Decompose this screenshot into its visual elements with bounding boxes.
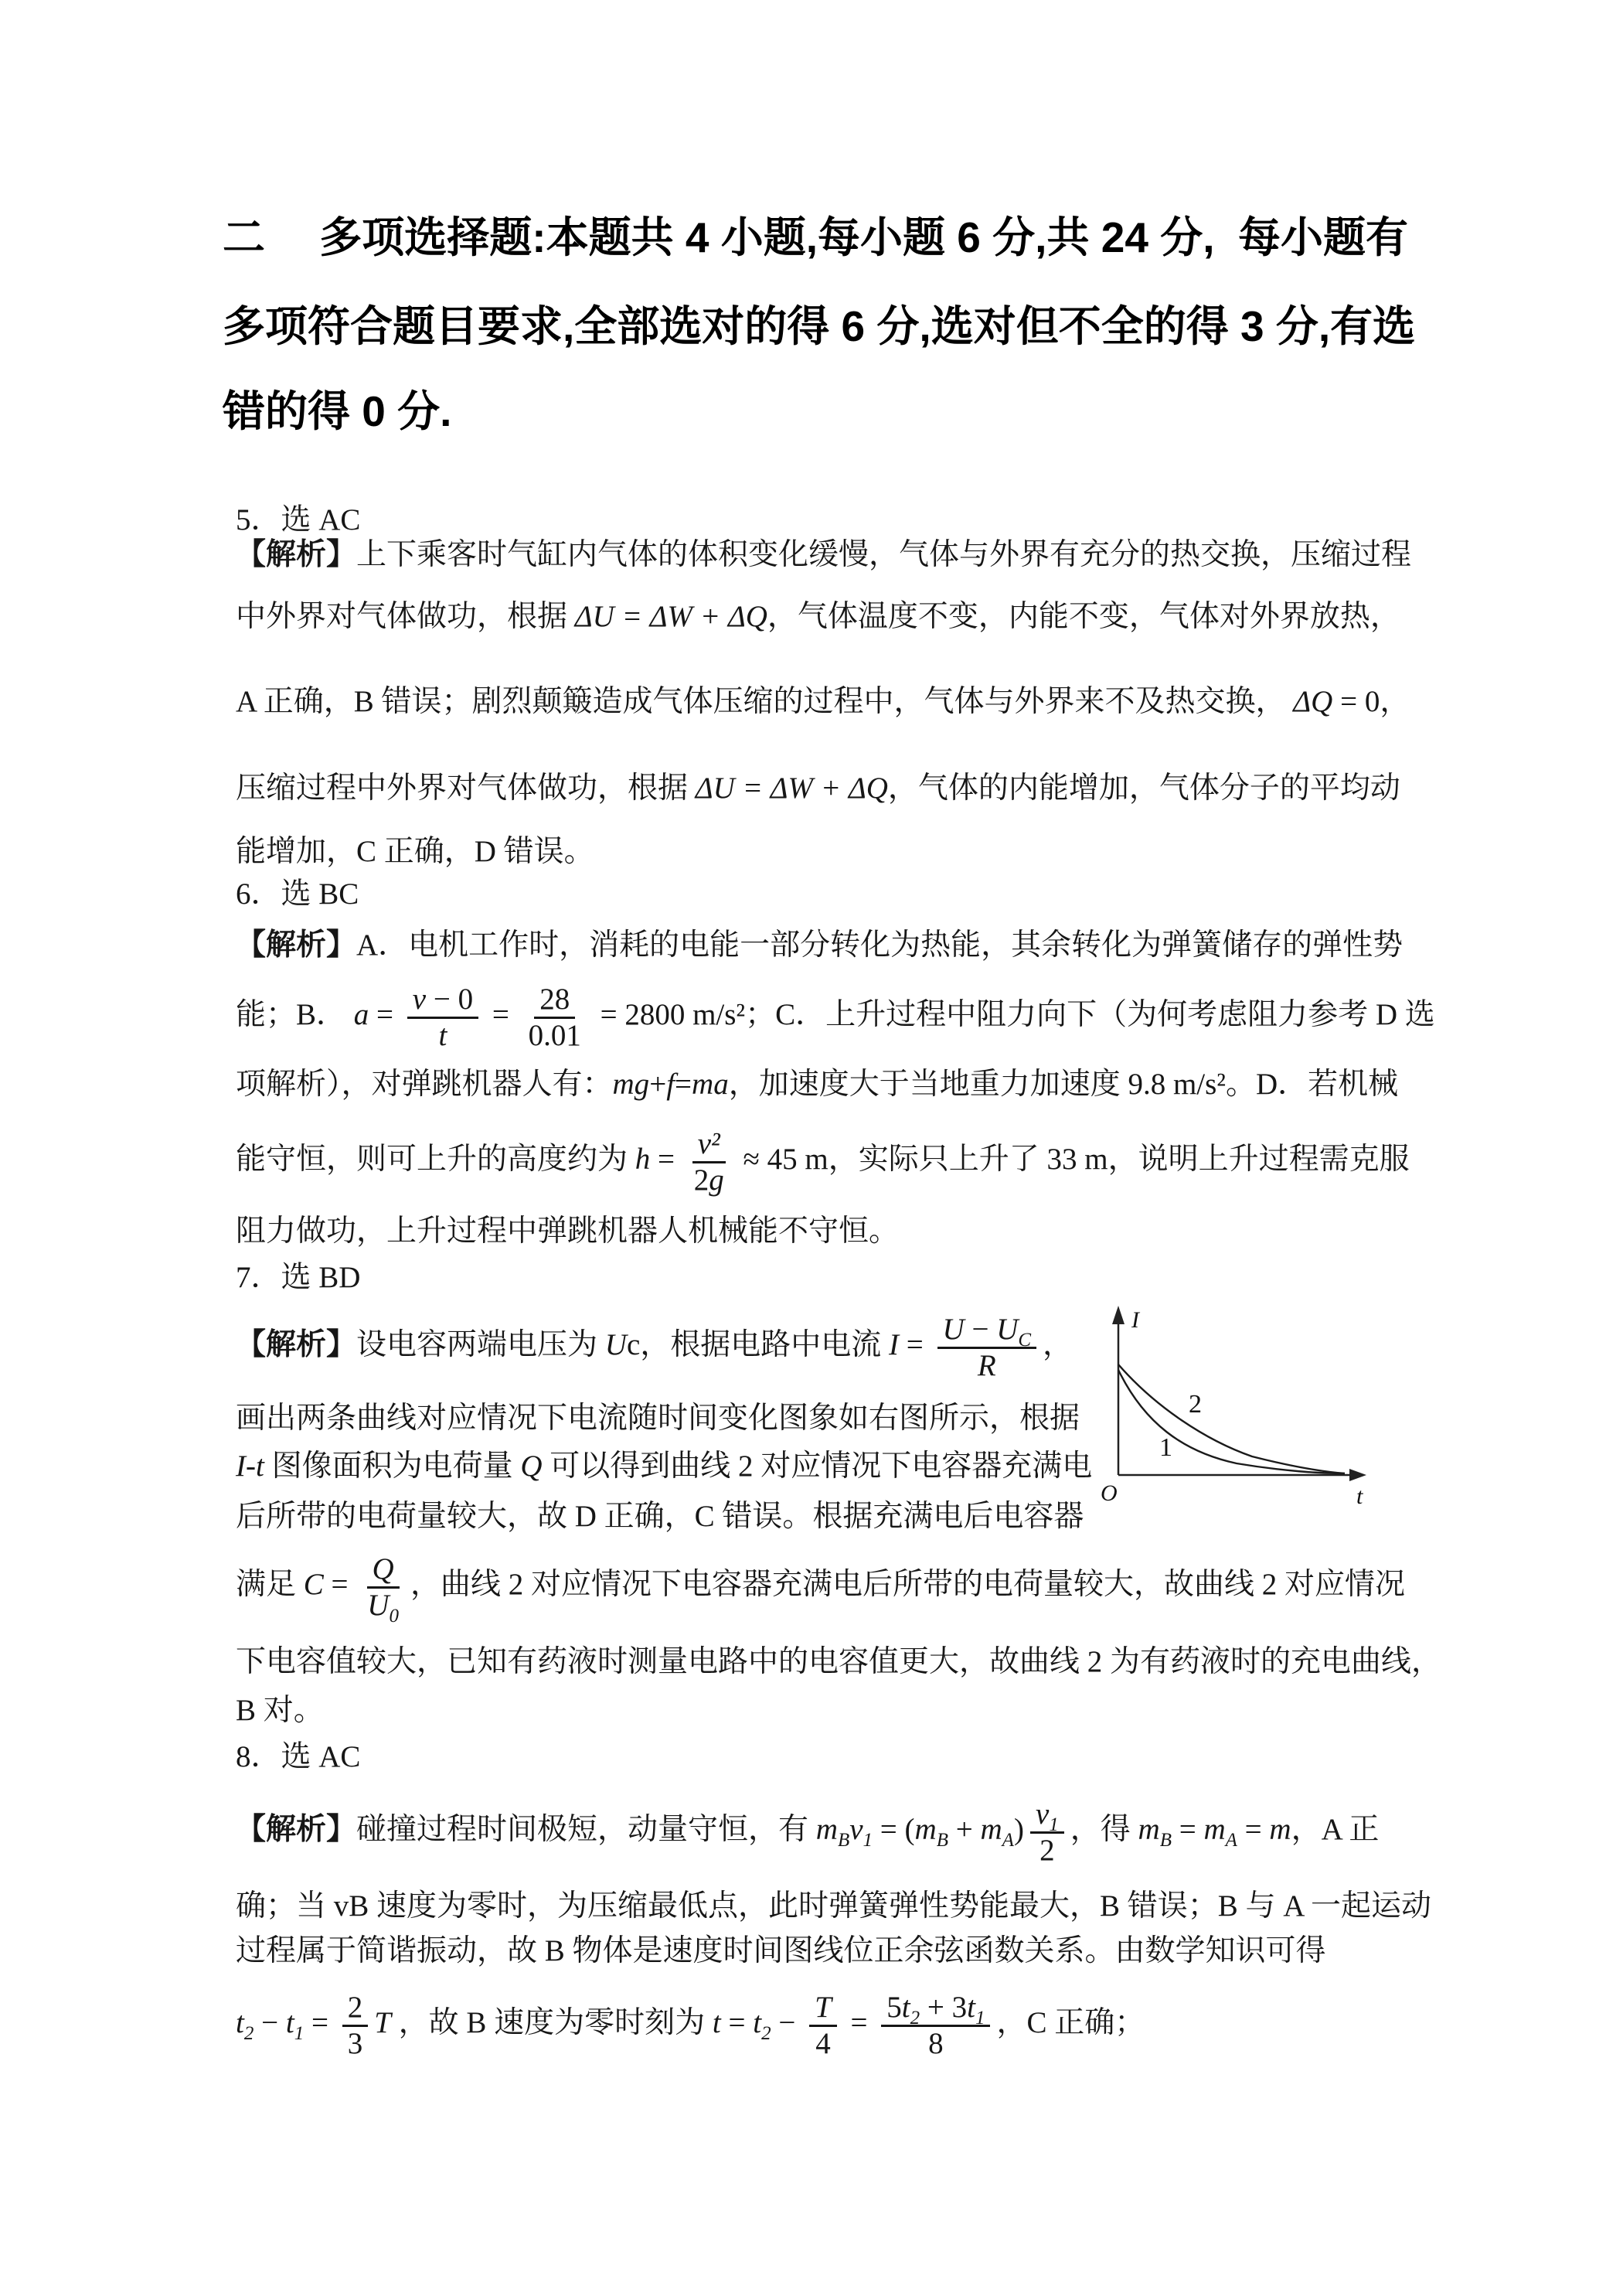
q8-answer: 8．选 AC	[236, 1740, 361, 1773]
q7-analysis-line-1: 【解析】设电容两端电压为 Uc，根据电路中电流 I = $\frac{U - U_C}{R}$ ，	[236, 1312, 1073, 1382]
y-axis-arrow-icon	[1112, 1306, 1125, 1324]
q5-analysis-line-5: 能增加，C 正确，D 错误。	[236, 835, 594, 868]
q7-analysis-line-3: I-t 图像面积为电荷量 Q 可以得到曲线 2 对应情况下电容器充满电	[236, 1449, 1093, 1483]
q8-analysis-line-4: $t_2 - t_1$ = $\frac{2}{3}$ T ，故 B 速度为零时刻为 $t = t_2$ − $\frac{T}{4}$ = $\frac{5t_2 + 3t_1}{8}$ ，C 正确；	[236, 1990, 1145, 2060]
q7-analysis-line-2: 画出两条曲线对应情况下电流随时间变化图象如右图所示，根据	[236, 1402, 1080, 1435]
q6-analysis-line-1: 【解析】A．电机工作时，消耗的电能一部分转化为热能，其余转化为弹簧储存的弹性势	[236, 928, 1404, 962]
x-axis-label: t	[1356, 1484, 1363, 1509]
q6-analysis-line-5: 阻力做功，上升过程中弹跳机器人机械能不守恒。	[236, 1214, 900, 1248]
x-axis-arrow-icon	[1349, 1469, 1366, 1481]
origin-label: O	[1101, 1480, 1118, 1506]
curve-1-label: 1	[1159, 1433, 1172, 1462]
q7-analysis-line-7: B 对。	[236, 1694, 324, 1727]
q5-analysis-line-3: A 正确，B 错误；剧烈颠簸造成气体压缩的过程中，气体与外界来不及热交换， ΔQ = 0，	[236, 685, 1410, 718]
section-header-line-1: 二 多项选择题:本题共 4 小题,每小题 6 分,共 24 分, 每小题有	[223, 213, 1409, 261]
q7-answer: 7．选 BD	[236, 1261, 361, 1294]
q8-analysis-line-1: 【解析】碰撞过程时间极短，动量守恒，有 $m_Bv_1 = (m_B + m_A)$ $\frac{v_1}{2}$ ，得 $m_B = m_A = m$，A 正	[236, 1797, 1380, 1867]
q8-analysis-line-2: 确；当 vB 速度为零时，为压缩最低点，此时弹簧弹性势能最大，B 错误；B 与 A 一起运动	[236, 1889, 1432, 1923]
q6-analysis-line-4: 能守恒，则可上升的高度约为 h = $\frac{\text{v²}}{2g}$ ≈ 45 m，实际只上升了 33 m，说明上升过程需克服	[236, 1126, 1410, 1197]
section-header-line-2: 多项符合题目要求,全部选对的得 6 分,选对但不全的得 3 分,有选	[223, 302, 1416, 350]
q5-analysis-line-2: 中外界对气体做功，根据 ΔU = ΔW + ΔQ，气体温度不变，内能不变，气体对外界放热，	[236, 600, 1400, 633]
q5-answer: 5．选 AC	[236, 503, 361, 537]
q7-analysis-line-5: 满足 C = $\frac{Q}{U_0}$ ，曲线 2 对应情况下电容器充满电后所带的电荷量较大，故曲线 2 对应情况	[236, 1552, 1405, 1627]
y-axis-label: I	[1131, 1307, 1139, 1333]
q7-analysis-line-6: 下电容值较大，已知有药液时测量电路中的电容值更大，故曲线 2 为有药液时的充电曲线，	[236, 1645, 1442, 1678]
q6-analysis-line-3: 项解析），对弹跳机器人有：mg+f=ma，加速度大于当地重力加速度 9.8 m/s²。D．若机械	[236, 1068, 1399, 1101]
section-header-line-3: 错的得 0 分.	[223, 387, 452, 435]
q7-analysis-line-4: 后所带的电荷量较大，故 D 正确，C 错误。根据充满电后电容器	[236, 1500, 1084, 1533]
curve-2-label: 2	[1189, 1390, 1202, 1419]
q5-analysis-line-4: 压缩过程中外界对气体做功，根据 ΔU = ΔW + ΔQ，气体的内能增加，气体分子的平均动	[236, 772, 1400, 805]
q6-answer: 6．选 BC	[236, 877, 359, 911]
q6-analysis-line-2: 能；B． a = $\frac{v - 0}{t}$ = $\frac{28}{0.01}$ = 2800 m/s²；C．上升过程中阻力向下（为何考虑阻力参考 D 选	[236, 982, 1435, 1052]
q7-current-time-graph	[1090, 1295, 1391, 1527]
q8-analysis-line-3: 过程属于简谐振动，故 B 物体是速度时间图线位正余弦函数关系。由数学知识可得	[236, 1934, 1326, 1967]
q5-analysis-line-1: 【解析】上下乘客时气缸内气体的体积变化缓慢，气体与外界有充分的热交换，压缩过程	[236, 538, 1412, 571]
curve-1	[1118, 1370, 1345, 1473]
